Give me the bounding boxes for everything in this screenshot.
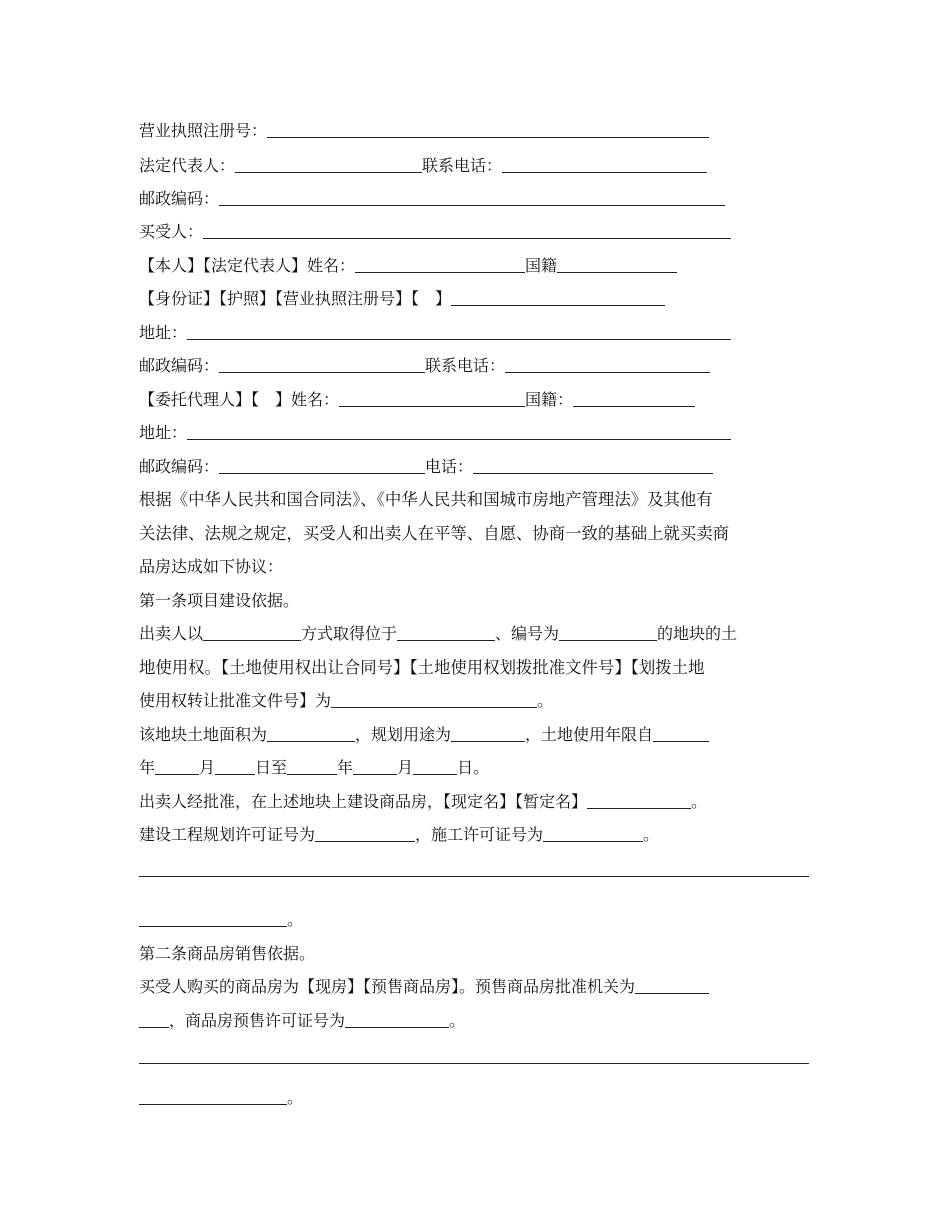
postcode-blank[interactable] — [219, 189, 725, 206]
address-blank[interactable] — [187, 323, 731, 340]
article-1-line-3 — [139, 690, 553, 712]
text: 日至 — [255, 758, 288, 777]
phone-blank[interactable] — [473, 457, 713, 474]
nationality-blank[interactable] — [557, 256, 677, 273]
text: ，商品房预售许可证号为 — [169, 1011, 346, 1030]
article-2-heading: 第二条商品房销售依据。 — [139, 944, 316, 963]
agent-nationality-label: 国籍： — [525, 390, 574, 409]
start-year-blank[interactable] — [653, 725, 709, 742]
text: 。 — [287, 910, 304, 929]
text: 建设工程规划许可证号为 — [139, 825, 316, 844]
address-line — [139, 322, 731, 344]
fill-in-blank[interactable] — [139, 910, 287, 927]
postcode-blank[interactable] — [219, 356, 425, 373]
fill-in-line-end — [139, 1087, 303, 1109]
land-area-blank[interactable] — [267, 725, 355, 742]
nationality-label: 国籍 — [525, 256, 558, 275]
business-license-label: 营业执照注册号： — [139, 121, 268, 140]
permit-line — [139, 824, 659, 846]
text: 出卖人以 — [139, 624, 204, 643]
text: 出卖人经批准，在上述地块上建设商品房，【现定名】【暂定名】 — [139, 792, 588, 811]
contract-number-blank[interactable] — [331, 691, 537, 708]
buyer-name-label: 【本人】【法定代表人】姓名： — [139, 256, 356, 275]
text: 该地块土地面积为 — [139, 725, 268, 744]
legal-rep-line — [139, 155, 707, 177]
postcode-phone-line — [139, 355, 710, 377]
postcode-line — [139, 188, 725, 210]
buyer-name-line — [139, 255, 677, 277]
start-month-blank[interactable] — [155, 758, 199, 775]
text: 月 — [199, 758, 216, 777]
text: 。 — [449, 1011, 466, 1030]
text: ，规划用途为 — [355, 725, 452, 744]
legal-rep-label: 法定代表人： — [139, 156, 236, 175]
text: ，土地使用年限自 — [525, 725, 654, 744]
agent-name-label: 【委托代理人】【 】姓名： — [139, 390, 340, 409]
text: 、编号为 — [495, 624, 560, 643]
construction-permit-blank[interactable] — [543, 825, 643, 842]
buyer-name-blank[interactable] — [355, 256, 525, 273]
building-name-blank[interactable] — [587, 792, 691, 809]
text: 使用权转让批准文件号】为 — [139, 691, 332, 710]
presale-permit-blank[interactable] — [345, 1011, 449, 1028]
land-term-line — [139, 757, 489, 779]
presale-authority-line — [139, 976, 709, 998]
text: 。 — [691, 792, 708, 811]
business-license-blank[interactable] — [267, 121, 709, 138]
id-type-label: 【身份证】【护照】【营业执照注册号】【 】 — [139, 289, 452, 308]
text: 方式取得位于 — [301, 624, 398, 643]
end-year-blank[interactable] — [287, 758, 337, 775]
buyer-line — [139, 221, 731, 243]
land-area-line — [139, 724, 709, 746]
text: 的地块的土 — [657, 624, 738, 643]
acquisition-method-blank[interactable] — [203, 624, 301, 641]
address-blank[interactable] — [187, 423, 731, 440]
preamble-line-3: 品房达成如下协议： — [139, 557, 284, 576]
address-label: 地址： — [139, 423, 188, 442]
article-1-line-2: 地使用权。【土地使用权出让合同号】【土地使用权划拨批准文件号】【划拨土地 — [139, 658, 705, 677]
plot-number-blank[interactable] — [559, 624, 657, 641]
id-type-line — [139, 288, 665, 310]
postcode-label: 邮政编码： — [139, 189, 220, 208]
postcode-label: 邮政编码： — [139, 356, 220, 375]
phone-label: 电话： — [425, 457, 474, 476]
text: 日。 — [457, 758, 490, 777]
text: 年 — [139, 758, 156, 777]
text: 买受人购买的商品房为【现房】【预售商品房】。预售商品房批准机关为 — [139, 977, 636, 996]
text: 年 — [337, 758, 354, 777]
preamble-line-1: 根据《中华人民共和国合同法》、《中华人民共和国城市房地产管理法》及其他有 — [139, 490, 713, 509]
fill-in-line[interactable] — [139, 876, 809, 877]
business-license-line — [139, 120, 709, 142]
text: 月 — [397, 758, 414, 777]
id-number-blank[interactable] — [451, 289, 665, 306]
end-day-blank[interactable] — [413, 758, 457, 775]
phone-label: 联系电话： — [422, 156, 503, 175]
agent-address-line — [139, 422, 731, 444]
text: 。 — [537, 691, 554, 710]
text: 。 — [287, 1088, 304, 1107]
agent-postcode-line — [139, 456, 713, 478]
planning-permit-blank[interactable] — [315, 825, 415, 842]
phone-label: 联系电话： — [425, 356, 506, 375]
phone-blank[interactable] — [502, 156, 707, 173]
land-use-blank[interactable] — [451, 725, 525, 742]
agent-line — [139, 389, 695, 411]
postcode-blank[interactable] — [219, 457, 425, 474]
location-blank[interactable] — [397, 624, 495, 641]
buyer-label: 买受人： — [139, 222, 204, 241]
fill-in-line-end — [139, 909, 303, 931]
article-1-heading: 第一条项目建设依据。 — [139, 591, 300, 610]
start-day-blank[interactable] — [215, 758, 255, 775]
buyer-blank[interactable] — [203, 222, 731, 239]
postcode-label: 邮政编码： — [139, 457, 220, 476]
legal-rep-blank[interactable] — [235, 156, 422, 173]
presale-permit-line — [139, 1010, 465, 1032]
text: 。 — [643, 825, 660, 844]
fill-in-blank[interactable] — [139, 1088, 287, 1105]
presale-authority-blank-cont[interactable] — [139, 1011, 169, 1028]
agent-nationality-blank[interactable] — [573, 390, 695, 407]
text: ，施工许可证号为 — [415, 825, 544, 844]
address-label: 地址： — [139, 323, 188, 342]
phone-blank[interactable] — [505, 356, 710, 373]
fill-in-line[interactable] — [139, 1063, 809, 1064]
agent-name-blank[interactable] — [339, 390, 525, 407]
presale-authority-blank[interactable] — [635, 977, 709, 994]
preamble-line-2: 关法律、法规之规定，买受人和出卖人在平等、自愿、协商一致的基础上就买卖商 — [139, 524, 730, 543]
end-month-blank[interactable] — [353, 758, 397, 775]
article-1-line-1 — [139, 623, 737, 645]
building-name-line — [139, 791, 707, 813]
